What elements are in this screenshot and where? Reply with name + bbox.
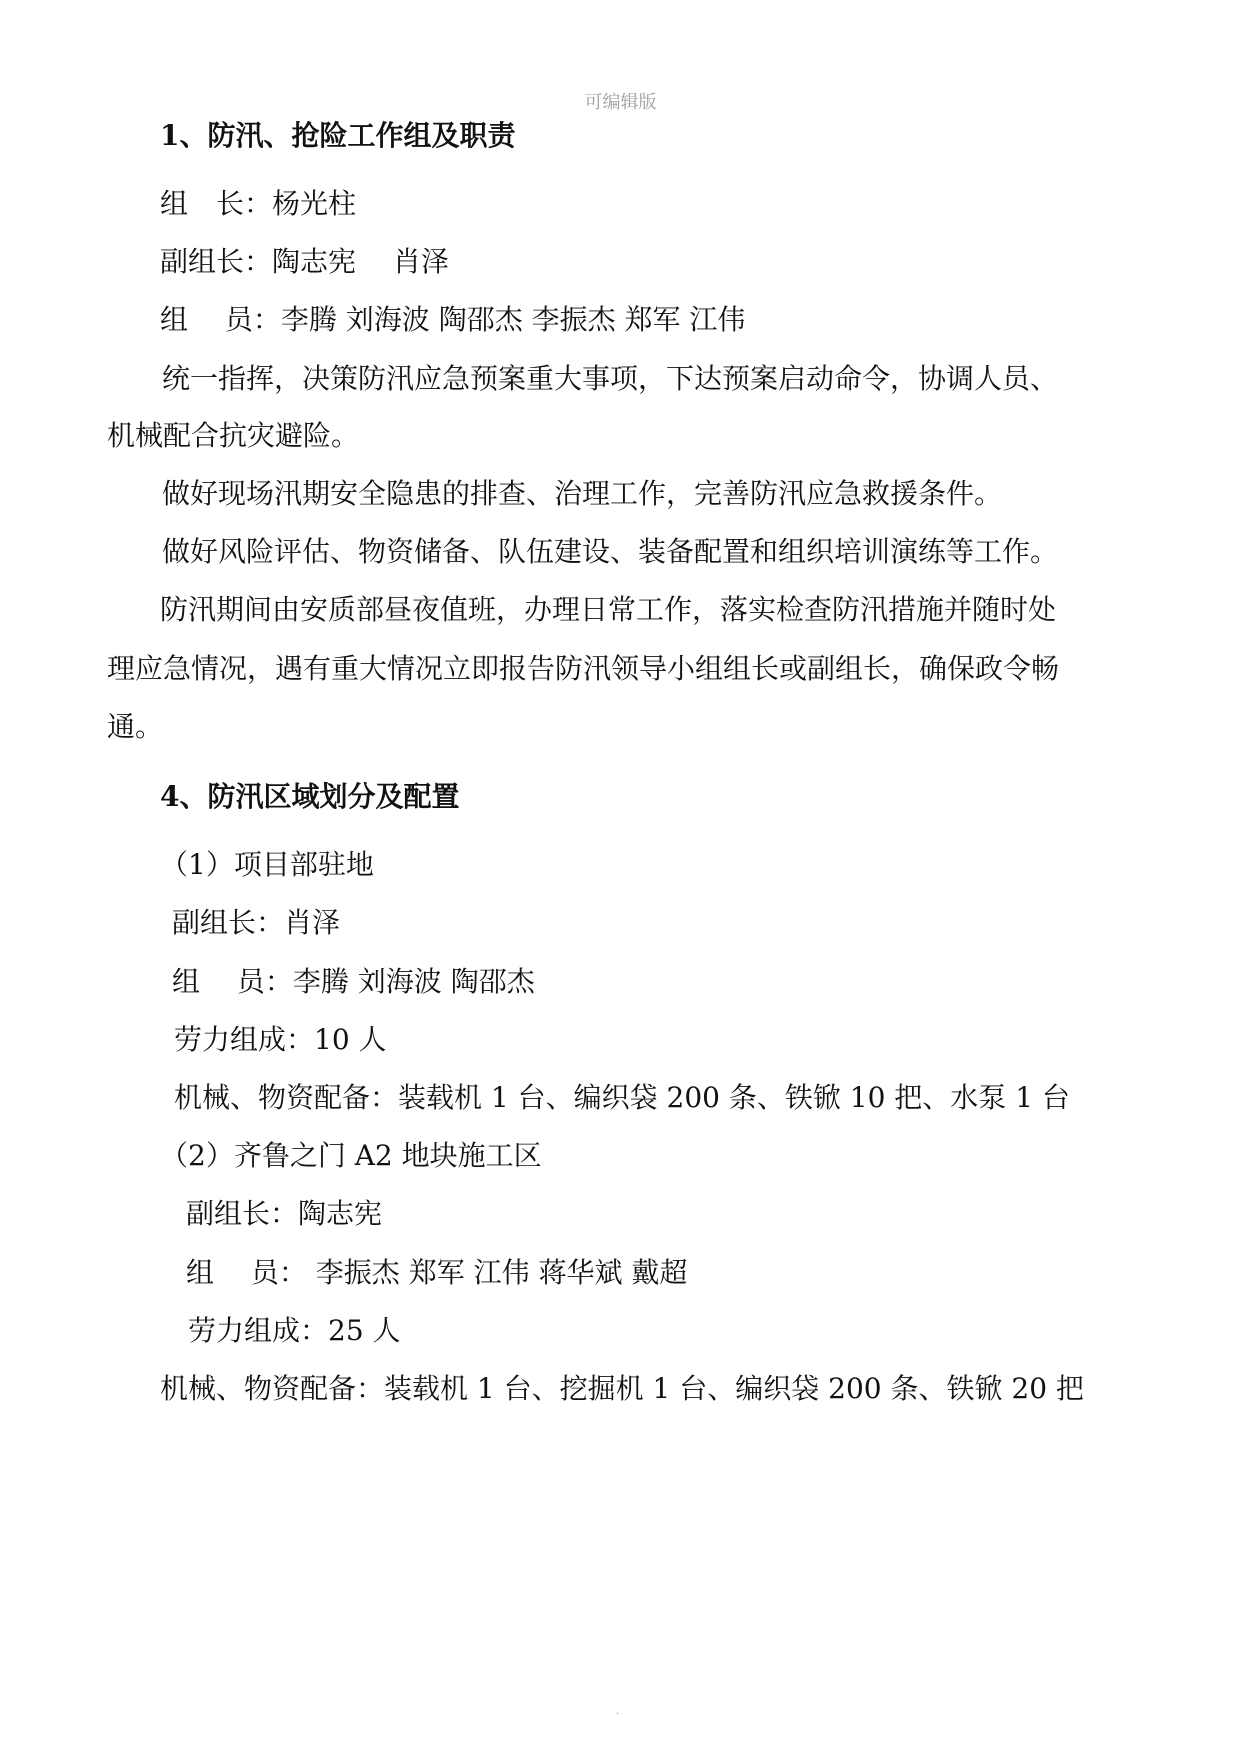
group-deputy: 副组长：陶志宪 肖泽 (160, 245, 449, 278)
duty2: 做好现场汛期安全隐患的排查、治理工作，完善防汛应急救援条件。 (162, 477, 1003, 510)
area1-deputy: 副组长：肖泽 (172, 906, 341, 939)
duty4-line1: 防汛期间由安质部昼夜值班，办理日常工作，落实检查防汛措施并随时处 (160, 593, 1057, 626)
area1-equipment: 机械、物资配备：装载机 1 台、编织袋 200 条、铁锨 10 把、水泵 1 台 (174, 1081, 1070, 1114)
footer-mark: . (616, 1706, 620, 1717)
area1-members: 组 员：李腾 刘海波 陶邵杰 (172, 965, 535, 998)
duty3: 做好风险评估、物资储备、队伍建设、装备配置和组织培训演练等工作。 (162, 535, 1059, 568)
area2-labor: 劳力组成：25 人 (188, 1314, 401, 1347)
area2-title: （2）齐鲁之门 A2 地块施工区 (160, 1139, 542, 1172)
group-leader: 组 长：杨光柱 (160, 187, 357, 220)
watermark-header: 可编辑版 (584, 92, 657, 113)
duty1-line2: 机械配合抗灾避险。 (107, 419, 360, 452)
section4-heading: 4、防汛区域划分及配置 (160, 780, 460, 813)
group-members: 组 员：李腾 刘海波 陶邵杰 李振杰 郑军 江伟 (160, 303, 746, 336)
area1-title: （1）项目部驻地 (160, 848, 374, 881)
area2-equipment: 机械、物资配备：装载机 1 台、挖掘机 1 台、编织袋 200 条、铁锨 20 把 (160, 1372, 1084, 1405)
duty4-line3: 通。 (107, 710, 164, 743)
section1-heading: 1、防汛、抢险工作组及职责 (160, 119, 516, 152)
area2-members: 组 员： 李振杰 郑军 江伟 蒋华斌 戴超 (186, 1256, 688, 1289)
area1-labor: 劳力组成：10 人 (174, 1023, 387, 1056)
area2-deputy: 副组长：陶志宪 (186, 1197, 383, 1230)
duty4-line2: 理应急情况，遇有重大情况立即报告防汛领导小组组长或副组长，确保政令畅 (107, 652, 1060, 685)
duty1-line1: 统一指挥，决策防汛应急预案重大事项，下达预案启动命令，协调人员、 (162, 362, 1059, 395)
